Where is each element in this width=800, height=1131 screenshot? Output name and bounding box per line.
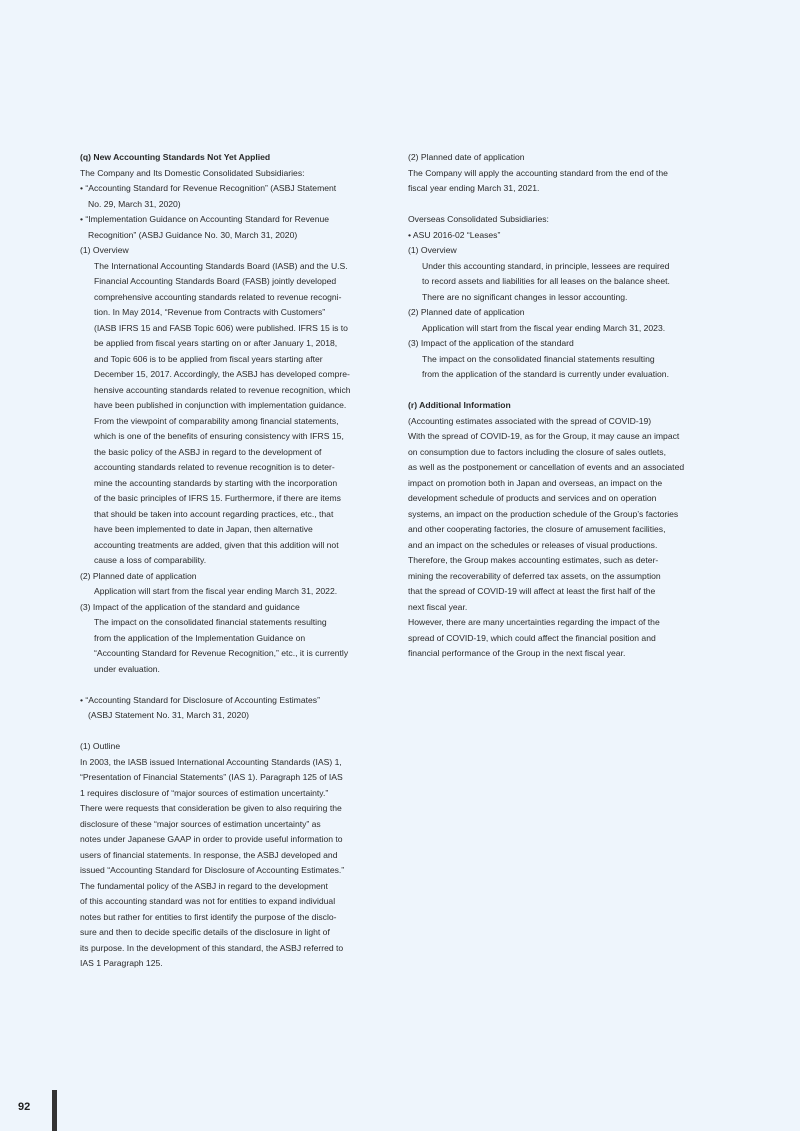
- text-line: Therefore, the Group makes accounting estimates, such as deter-: [408, 555, 659, 565]
- text-line: to record assets and liabilities for all leases on the balance sheet.: [422, 276, 670, 286]
- page-number: 92: [18, 1101, 31, 1113]
- text-line: However, there are many uncertainties regarding the impact of the: [408, 617, 660, 627]
- text-line: the basic policy of the ASBJ in regard to the development of: [94, 446, 322, 457]
- text-line: cause a loss of comparability.: [94, 555, 207, 565]
- text-line: IAS 1 Paragraph 125.: [80, 958, 163, 968]
- text-line: of this accounting standard was not for entities to expand individual: [80, 896, 336, 906]
- text-line: tion. In May 2014, “Revenue from Contracts with Customers”: [94, 307, 326, 317]
- text-line: as well as the postponement or cancellation of events and an associated: [408, 462, 685, 472]
- text-line: 1 requires disclosure of “major sources of estimation uncertainty.”: [80, 787, 329, 798]
- text-line: (IASB IFRS 15 and FASB Topic 606) were published. IFRS 15 is to: [94, 322, 348, 333]
- text-line: The International Accounting Standards Board (IASB) and the U.S.: [94, 260, 348, 271]
- text-line: from the application of the standard is currently under evaluation.: [422, 369, 669, 379]
- text-line: Financial Accounting Standards Board (FASB) jointly developed: [94, 276, 337, 286]
- text-line: under evaluation.: [94, 663, 160, 674]
- text-line: fiscal year ending March 31, 2021.: [408, 183, 540, 193]
- text-line: sure and then to decide specific details of the disclosure in light of: [80, 927, 330, 937]
- text-line: (ASBJ Statement No. 31, March 31, 2020): [88, 710, 249, 720]
- page-marker-bar: [52, 1090, 57, 1131]
- text-line: (2) Planned date of application: [80, 570, 197, 581]
- text-line: The Company and Its Domestic Consolidated Subsidiaries:: [80, 167, 305, 178]
- text-line: December 15, 2017. Accordingly, the ASBJ has developed compre-: [94, 369, 350, 379]
- blank-line: [408, 197, 708, 213]
- text-line: on consumption due to factors including the closure of sales outlets,: [408, 446, 666, 457]
- text-line: Application will start from the fiscal year ending March 31, 2023.: [422, 322, 666, 333]
- text-line: (1) Outline: [80, 741, 121, 751]
- section-heading: (r) Additional Information: [408, 400, 511, 410]
- text-line: that should be taken into account regarding practices, etc., that: [94, 508, 334, 519]
- text-line: The impact on the consolidated financial statements resulting: [94, 617, 327, 627]
- text-line: disclosure of these “major sources of estimation uncertainty” as: [80, 818, 321, 829]
- text-line: • “Accounting Standard for Disclosure of Accounting Estimates”: [80, 694, 320, 705]
- text-line: The fundamental policy of the ASBJ in regard to the development: [80, 880, 328, 891]
- text-line: development schedule of products and services and on operation: [408, 493, 657, 503]
- text-line: comprehensive accounting standards related to revenue recogni-: [94, 291, 342, 302]
- text-line: In 2003, the IASB issued International Accounting Standards (IAS) 1,: [80, 756, 342, 767]
- text-line: The Company will apply the accounting standard from the end of the: [408, 167, 668, 178]
- text-line: and Topic 606 is to be applied from fiscal years starting after: [94, 353, 323, 364]
- text-line: spread of COVID-19, which could affect the financial position and: [408, 632, 656, 643]
- text-line: notes but rather for entities to first identify the purpose of the disclo-: [80, 911, 337, 922]
- text-line: and an impact on the schedules or releases of visual productions.: [408, 539, 658, 550]
- text-line: users of financial statements. In response, the ASBJ developed and: [80, 849, 338, 860]
- text-line: financial performance of the Group in the next fiscal year.: [408, 648, 626, 658]
- text-line: which is one of the benefits of ensuring consistency with IFRS 15,: [94, 431, 344, 441]
- text-line: and other cooperating factories, the closure of amusement facilities,: [408, 524, 666, 534]
- text-line: No. 29, March 31, 2020): [88, 198, 181, 209]
- text-line: The impact on the consolidated financial statements resulting: [422, 353, 655, 364]
- text-line: There are no significant changes in lessor accounting.: [422, 291, 628, 302]
- blank-line: [80, 724, 380, 740]
- section-heading: (q) New Accounting Standards Not Yet Applied: [80, 152, 271, 162]
- text-line: mining the recoverability of deferred tax assets, on the assumption: [408, 570, 661, 581]
- text-line: accounting standards related to revenue recognition is to deter-: [94, 462, 335, 472]
- text-line: (2) Planned date of application: [408, 152, 525, 162]
- text-line: notes under Japanese GAAP in order to provide useful information to: [80, 834, 343, 844]
- text-line: have been published in conjunction with implementation guidance.: [94, 400, 347, 410]
- text-line: From the viewpoint of comparability among financial statements,: [94, 415, 339, 426]
- text-line: impact on promotion both in Japan and overseas, an impact on the: [408, 477, 663, 488]
- text-line: accounting treatments are added, given that this addition will not: [94, 539, 339, 550]
- right-column: [408, 150, 708, 662]
- text-line: (2) Planned date of application: [408, 307, 525, 317]
- left-column: [80, 150, 380, 972]
- text-line: (Accounting estimates associated with the spread of COVID-19): [408, 415, 652, 426]
- text-line: “Presentation of Financial Statements” (IAS 1). Paragraph 125 of IAS: [80, 772, 343, 782]
- blank-line: [80, 677, 380, 693]
- text-line: Recognition” (ASBJ Guidance No. 30, March 31, 2020): [88, 229, 298, 240]
- text-line: mine the accounting standards by starting with the incorporation: [94, 477, 338, 488]
- text-line: (3) Impact of the application of the standard and guidance: [80, 601, 300, 612]
- text-line: of the basic principles of IFRS 15. Furthermore, if there are items: [94, 493, 341, 503]
- text-line: • ASU 2016-02 “Leases”: [408, 229, 501, 240]
- text-line: be applied from fiscal years starting on or after January 1, 2018,: [94, 338, 338, 348]
- text-line: issued “Accounting Standard for Disclosure of Accounting Estimates.”: [80, 865, 345, 875]
- text-line: • “Implementation Guidance on Accounting Standard for Revenue: [80, 214, 330, 224]
- text-line: next fiscal year.: [408, 601, 468, 612]
- text-line: systems, an impact on the production schedule of the Group’s factories: [408, 508, 679, 519]
- text-line: from the application of the Implementation Guidance on: [94, 632, 306, 643]
- text-line: its purpose. In the development of this standard, the ASBJ referred to: [80, 942, 344, 953]
- text-line: (1) Overview: [80, 245, 129, 255]
- text-line: Overseas Consolidated Subsidiaries:: [408, 214, 549, 224]
- text-line: hensive accounting standards related to revenue recognition, which: [94, 384, 351, 395]
- text-line: (3) Impact of the application of the standard: [408, 338, 574, 348]
- text-line: (1) Overview: [408, 245, 457, 255]
- text-line: Under this accounting standard, in principle, lessees are required: [422, 260, 670, 271]
- blank-line: [408, 383, 708, 399]
- text-line: that the spread of COVID-19 will affect at least the first half of the: [408, 586, 656, 596]
- text-line: Application will start from the fiscal year ending March 31, 2022.: [94, 586, 338, 596]
- text-line: With the spread of COVID-19, as for the Group, it may cause an impact: [408, 431, 680, 441]
- text-line: There were requests that consideration be given to also requiring the: [80, 803, 342, 813]
- text-line: “Accounting Standard for Revenue Recognition,” etc., it is currently: [94, 648, 349, 658]
- text-line: have been implemented to date in Japan, then alternative: [94, 524, 313, 534]
- text-line: • “Accounting Standard for Revenue Recognition” (ASBJ Statement: [80, 183, 337, 193]
